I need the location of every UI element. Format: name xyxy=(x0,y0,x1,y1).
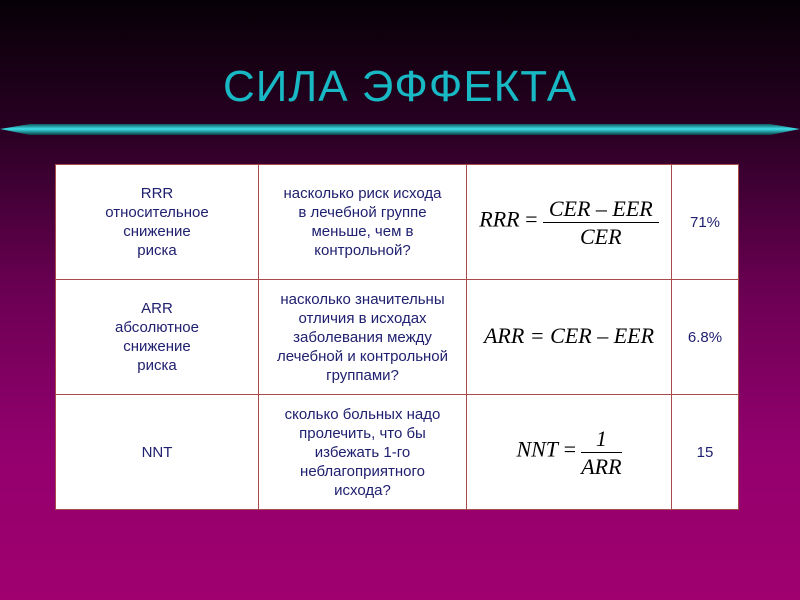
description-line: сколько больных надо xyxy=(284,405,441,423)
formula-cell xyxy=(467,165,672,280)
measure-description-cell xyxy=(259,280,467,395)
value-cell: 6.8% xyxy=(672,280,739,395)
measure-name-line: снижение xyxy=(123,338,191,355)
table-row xyxy=(56,395,739,510)
measure-name-cell xyxy=(56,280,259,395)
effect-table xyxy=(55,164,739,510)
table-row xyxy=(56,165,739,280)
description-line: контрольной? xyxy=(314,242,411,259)
formula-fraction xyxy=(581,425,622,479)
description-line: заболевания между xyxy=(293,328,432,346)
measure-name-line: риска xyxy=(137,357,177,374)
value-cell: 15 xyxy=(672,395,739,510)
description-line: отличия в исходах xyxy=(298,309,427,327)
description-line: исхода? xyxy=(334,481,391,499)
measure-description-cell xyxy=(259,395,467,510)
formula-numerator: CER – EER xyxy=(543,199,659,223)
measure-description-cell xyxy=(259,165,467,280)
value-cell: 71% xyxy=(672,165,739,280)
slide-title: СИЛА ЭФФЕКТА xyxy=(222,62,578,111)
description-line: лечебной и контрольной xyxy=(276,347,449,365)
description-line: насколько риск исхода xyxy=(283,185,442,202)
measure-name-cell xyxy=(56,165,259,280)
measure-abbr: RRR xyxy=(140,185,174,202)
measure-name-cell xyxy=(56,395,259,510)
measure-abbr: NNT xyxy=(141,443,173,461)
description-line: группами? xyxy=(326,366,399,384)
formula-lhs: RRR xyxy=(479,205,520,231)
measure-abbr: ARR xyxy=(141,300,173,317)
description-line: избежать 1-го xyxy=(314,443,411,461)
measure-name-line: абсолютное xyxy=(115,319,199,336)
formula-numerator: 1 xyxy=(581,429,621,453)
description-line: меньше, чем в xyxy=(311,223,414,240)
measure-name-line: снижение xyxy=(123,223,191,240)
formula-text: ARR = CER – EER xyxy=(483,323,655,348)
description-line: неблагоприятного xyxy=(300,462,425,480)
formula-equals: = xyxy=(562,435,578,461)
formula-cell xyxy=(467,395,672,510)
measure-name-line: относительное xyxy=(105,204,209,221)
measure-name-line: риска xyxy=(137,242,177,259)
description-line: насколько значительны xyxy=(280,290,445,308)
formula-lhs: NNT xyxy=(516,435,559,461)
formula-fraction xyxy=(543,195,659,249)
formula-equals: = xyxy=(523,205,539,231)
formula-cell xyxy=(467,280,672,395)
description-line: пролечить, что бы xyxy=(299,424,426,442)
formula-denominator: CER xyxy=(579,223,622,249)
formula-denominator: ARR xyxy=(581,453,622,479)
description-line: в лечебной группе xyxy=(298,204,427,221)
decorative-bar xyxy=(0,122,800,137)
table-row xyxy=(56,280,739,395)
